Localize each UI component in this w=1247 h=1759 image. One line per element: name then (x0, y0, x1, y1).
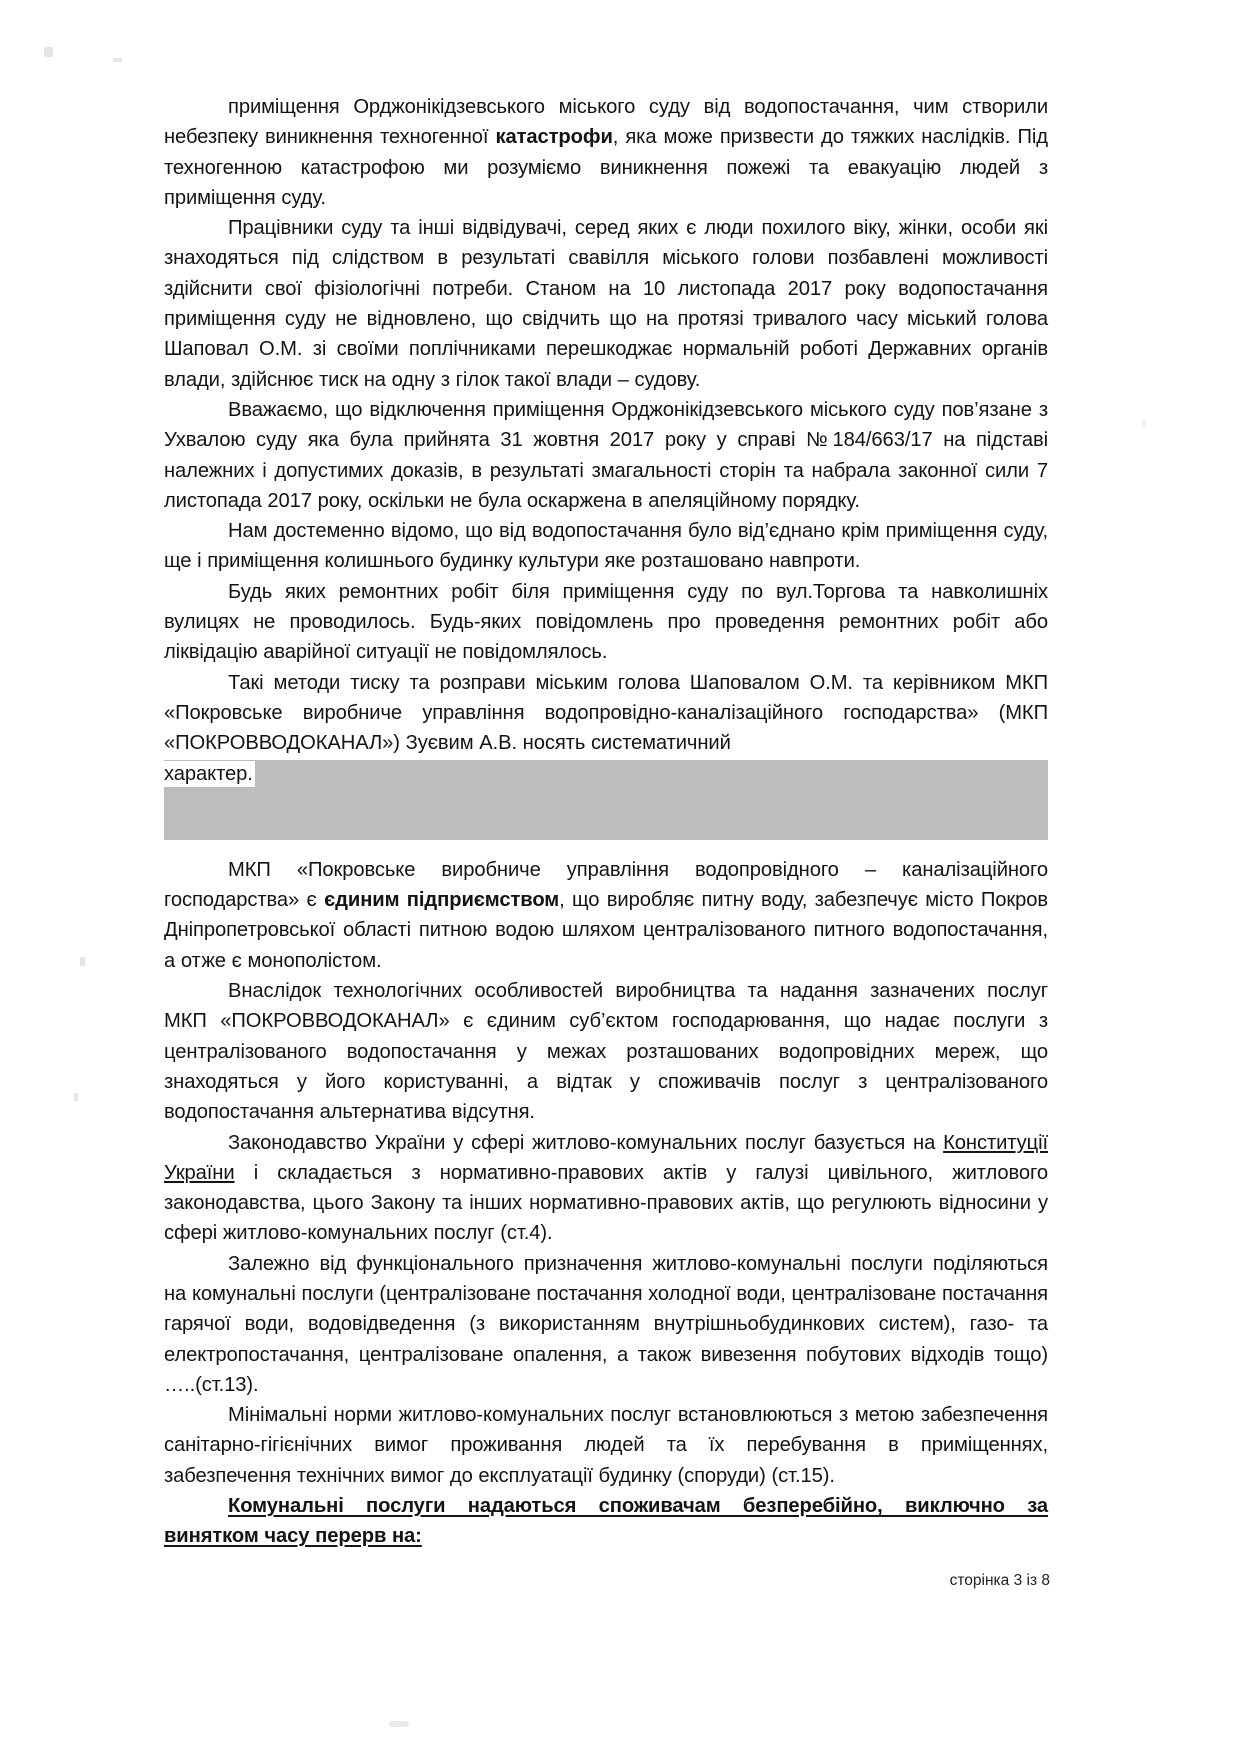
paragraph-6-tail: характер. (164, 762, 253, 785)
paragraph-11: Мінімальні норми житлово-комунальних послуг встановлюються з метою забезпечення санітарно-гігієнічних вимог проживання людей та їх перебування в приміщеннях, забезпечення технічних вимог до експлуатації будинку (споруди) (ст.15). (164, 1404, 1048, 1487)
scan-artifact-speck (44, 47, 53, 57)
paragraph-2: Працівники суду та інші відвідувачі, серед яких є люди похилого віку, жінки, особи які знаходяться під слідством в результаті свавілля міського голови позбавлені можливості здійснити свої фізіологічні потреби. Станом на 10 листопада 2017 року водопостачання приміщення суду не відновлено, що свідчить що на протязі тривалого часу міський голова Шаповал О.М. зі своїми поплічниками перешкоджає нормальній роботі Державних органів влади, здійснює тиск на одну з гілок такої влади – судову. (164, 217, 1048, 391)
paragraph-3: Вважаємо, що відключення приміщення Орджонікідзевського міського суду пов’язане з Ухвалою суду яка була прийнята 31 жовтня 2017 року у справі №184/663/17 на підставі належних і допустимих доказів, в результаті змагальності сторін та набрала законної сили 7 листопада 2017 року, оскільки не була оскаржена в апеляційному порядку. (164, 398, 1048, 512)
paragraph-1: приміщення Орджонікідзевського міського суду від водопостачання, чим створили небезпеку виникнення техногенної катастрофи, яка може призвести до тяжких наслідків. Під техногенною катастрофою ми розуміємо виникнення пожежі та евакуацію людей з приміщення суду. (164, 96, 1048, 209)
paragraph-12-heading: Комунальні послуги надаються споживачам безперебійно, виключно за винятком часу перерв на: (164, 1495, 1048, 1548)
scan-artifact-speck (80, 957, 85, 966)
scan-artifact-speck (1142, 420, 1146, 427)
paragraph-7: МКП «Покровське виробниче управління водопровідного – каналізаційного господарства» є єдиним підприємством, що виробляє питну воду, забезпечує місто Покров Дніпропетровської області питною водою шляхом централізованого питного водопостачання, а отже є монополістом. (164, 858, 1048, 972)
paragraph-10: Залежно від функціонального призначення житлово-комунальні послуги поділяються на комунальні послуги (централізоване постачання холодної води, централізоване постачання гарячої води, водовідведення (з використанням внутрішньобудинкових систем), газо- та електропостачання, централізоване опалення, а також вивезення побутових відходів тощо) …..(ст.13). (164, 1252, 1048, 1396)
paragraph-6-last-line-over-redaction (164, 759, 1048, 789)
page-number-footer: сторінка 3 із 8 (949, 1572, 1050, 1589)
scan-artifact-speck (74, 1093, 78, 1101)
paragraph-9: Законодавство України у сфері житлово-комунальних послуг базується на Конституції України і складається з нормативно-правових актів у галузі цивільного, житлового законодавства, цього Закону та інших нормативно-правових актів, що регулюють відносини у сфері житлово-комунальних послуг (ст.4). (164, 1131, 1048, 1245)
redaction-spacer (164, 789, 1048, 855)
scan-artifact-speck (389, 1721, 409, 1727)
document-body (164, 92, 1048, 1552)
paragraph-5: Будь яких ремонтних робіт біля приміщення суду по вул.Торгова та навколишніх вулицях не проводилось. Будь-яких повідомлень про проведення ремонтних робіт або ліквідацію аварійної ситуації не повідомлялось. (164, 580, 1048, 664)
paragraph-8: Внаслідок технологічних особливостей виробництва та надання зазначених послуг МКП «ПОКРОВВОДОКАНАЛ» є єдиним суб’єктом господарювання, що надає послуги з централізованого водопостачання у межах розташованих водопровідних мереж, що знаходяться у його користуванні, а відтак у споживачів послуг з централізованого водопостачання альтернатива відсутня. (164, 980, 1048, 1124)
paragraph-4: Нам достеменно відомо, що від водопостачання було від’єднано крім приміщення суду, ще і приміщення колишнього будинку культури яке розташовано навпроти. (164, 520, 1048, 573)
paragraph-6: Такі методи тиску та розправи міським голова Шаповалом О.М. та керівником МКП «Покровське виробниче управління водопровідно-каналізаційного господарства» (МКП «ПОКРОВВОДОКАНАЛ») Зуєвим А.В. носять систематичний (164, 671, 1048, 755)
scan-artifact-speck (113, 58, 122, 62)
